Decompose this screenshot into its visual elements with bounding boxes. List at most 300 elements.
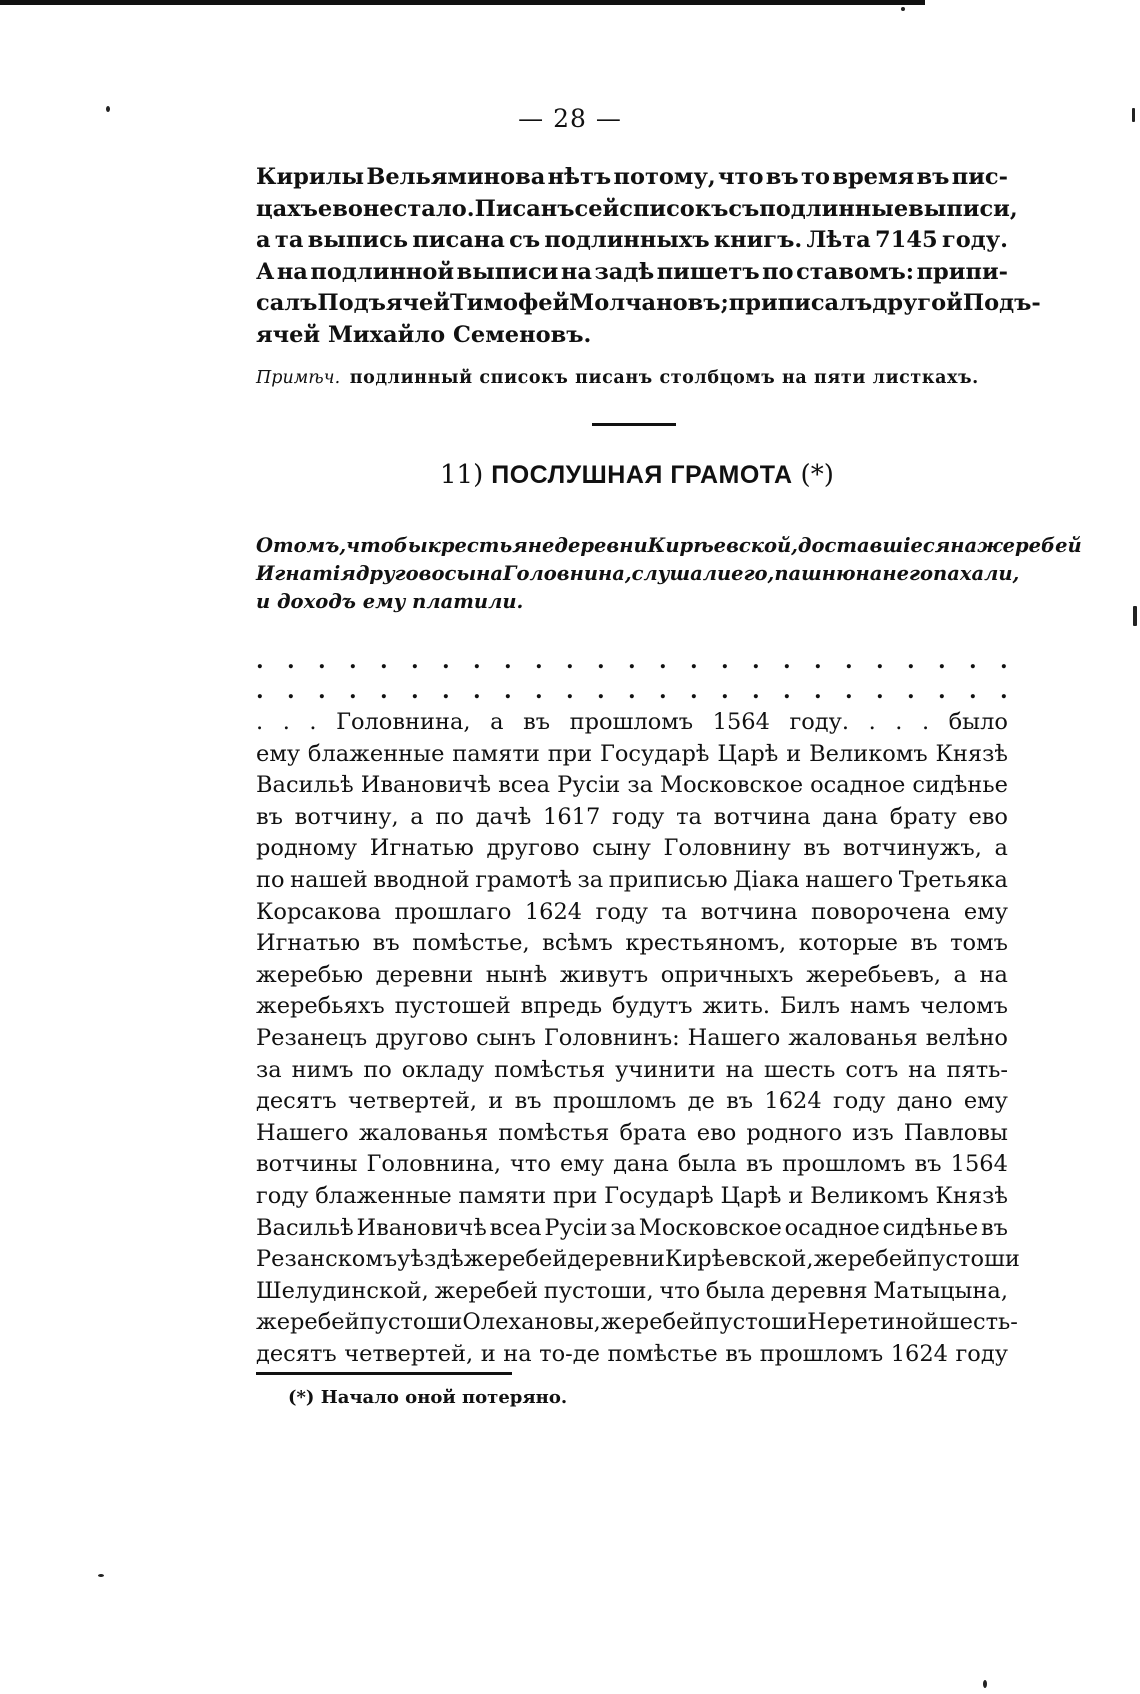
word: задѣ	[594, 258, 655, 285]
ellipsis-dot: .	[318, 648, 326, 674]
word: и	[488, 1088, 504, 1115]
word: де	[687, 1088, 715, 1115]
word: пустоши,	[543, 1277, 654, 1304]
word: О	[256, 534, 273, 557]
ellipsis-dot: .	[442, 678, 450, 704]
word: жеребьевъ,	[806, 961, 941, 988]
ellipsis-dot: .	[566, 678, 574, 704]
text-line	[256, 707, 1008, 739]
word: деревни	[554, 534, 648, 557]
word: въ	[765, 164, 799, 190]
word: Лѣта	[806, 227, 871, 253]
text-line	[256, 865, 1008, 897]
word: въ	[725, 1340, 753, 1367]
word: томъ	[950, 930, 1008, 957]
ellipsis-dot: .	[473, 678, 481, 704]
word: будутъ	[611, 993, 693, 1020]
word: всѣмъ	[542, 930, 613, 957]
ellipsis-dot: .	[721, 648, 729, 674]
word: блаженные	[307, 740, 445, 767]
word: Ивановичѣ	[356, 1214, 487, 1241]
word: подлинной	[310, 258, 455, 285]
top-border-rule	[0, 0, 925, 5]
ellipsis-dot: .	[690, 678, 698, 704]
word: выписи	[456, 258, 559, 285]
word: .	[921, 709, 930, 735]
word: Ивановичѣ	[360, 772, 492, 799]
word: .	[256, 709, 264, 735]
word: четвертей,	[348, 1088, 477, 1115]
scan-speck	[1133, 606, 1137, 626]
text-line	[256, 1023, 1008, 1055]
ellipsis-dot: .	[783, 678, 791, 704]
word: при	[552, 1182, 598, 1209]
ellipsis-dot: .	[969, 678, 977, 704]
word: на	[725, 1056, 754, 1083]
word: десятъ	[256, 1088, 337, 1115]
ellipsis-row	[256, 648, 1008, 674]
word: всеа	[489, 1214, 542, 1241]
word: Подъ-	[962, 290, 1041, 316]
word: Русіи	[544, 1214, 608, 1241]
ellipsis-dot: .	[566, 648, 574, 674]
word: то	[801, 164, 830, 190]
ellipsis-dot: .	[783, 648, 791, 674]
text-line	[256, 194, 1018, 226]
text-line	[256, 1276, 1008, 1308]
word: а	[490, 709, 504, 735]
word: уѣздѣ	[397, 1246, 464, 1273]
word: жеребей	[977, 534, 1082, 557]
word: въ	[981, 1214, 1008, 1241]
word: помѣстья	[494, 1056, 606, 1083]
word: другово	[355, 562, 445, 585]
word: Нашего	[256, 1119, 349, 1146]
ellipsis-dot: .	[690, 648, 698, 674]
word: Васильѣ	[256, 772, 354, 799]
text-line	[256, 1118, 1008, 1150]
word: списокъ	[619, 195, 729, 222]
word: впредь	[520, 993, 603, 1020]
word: Великомъ	[809, 740, 928, 767]
word: на	[855, 562, 883, 585]
word: въ	[256, 803, 283, 830]
ellipsis-dot: .	[938, 678, 946, 704]
word: по	[435, 803, 464, 830]
word: памяти	[452, 740, 540, 767]
word: осадное	[784, 1214, 880, 1241]
word: Царѣ	[717, 740, 779, 767]
text-line	[256, 532, 1082, 560]
word: томъ,	[273, 534, 347, 557]
word: ячей	[256, 321, 321, 348]
word: вотчина	[713, 803, 811, 830]
word: нѣтъ	[547, 164, 612, 190]
ellipsis-dot: .	[752, 678, 760, 704]
text-line	[256, 288, 1041, 320]
word: .	[282, 709, 290, 735]
word: вотчину,	[294, 803, 399, 830]
word: пустоши	[704, 1309, 808, 1336]
word: 1564	[950, 1151, 1008, 1178]
word: Резанецъ	[256, 1024, 368, 1051]
scan-speck	[98, 1574, 104, 1577]
word: Кирилы	[256, 164, 364, 190]
word: другово	[486, 835, 580, 862]
word: а	[410, 803, 424, 830]
ellipsis-dot: .	[659, 648, 667, 674]
word: та	[274, 227, 304, 253]
word: и	[256, 590, 271, 613]
ellipsis-dot: .	[380, 648, 388, 674]
word: въ	[372, 930, 400, 957]
word: Васильѣ	[256, 1214, 354, 1241]
ellipsis-dot: .	[411, 648, 419, 674]
word: вводной	[373, 866, 470, 893]
word: на	[503, 1340, 532, 1367]
word: въ	[916, 164, 950, 190]
word: жеребей	[600, 1309, 705, 1336]
word: а	[256, 227, 271, 253]
word: жалованья	[358, 1119, 489, 1146]
note-text: подлинный списокъ писанъ столбцомъ на пяти листкахъ.	[349, 368, 979, 388]
word: намъ	[849, 993, 911, 1020]
word: жить.	[702, 993, 771, 1020]
word: нашего	[805, 866, 894, 893]
ellipsis-dot: .	[442, 648, 450, 674]
ellipsis-dot: .	[845, 648, 853, 674]
page-number: — 28 —	[518, 104, 622, 133]
word: Игнатью	[369, 835, 474, 862]
word: Государѣ	[604, 1182, 714, 1209]
word: него	[882, 562, 934, 585]
text-line	[256, 257, 1008, 289]
word: родному	[256, 835, 358, 862]
word: году.	[941, 227, 1008, 253]
word: была	[705, 1277, 766, 1304]
ellipsis-dot: .	[287, 648, 295, 674]
word: сынъ	[476, 1024, 536, 1051]
word: пишетъ	[656, 258, 760, 285]
word: помѣстья	[498, 1119, 610, 1146]
word: и	[786, 740, 802, 767]
word: ево	[968, 803, 1008, 830]
word: прошломъ	[569, 709, 694, 735]
word: Матыцына,	[873, 1277, 1008, 1304]
word: Московское	[660, 772, 804, 799]
ellipsis-dot: .	[907, 648, 915, 674]
text-line	[256, 991, 1008, 1023]
word: при	[547, 740, 593, 767]
text-line	[256, 1244, 1020, 1276]
word: .	[895, 709, 903, 735]
ellipsis-dot: .	[380, 678, 388, 704]
word: ево	[317, 195, 363, 222]
word: крестьяномъ,	[625, 930, 787, 957]
word: пустошей	[394, 993, 511, 1020]
word: Князѣ	[935, 1182, 1008, 1209]
word: грамотѣ	[475, 866, 572, 893]
word: сыну	[592, 835, 651, 862]
text-line	[256, 833, 1008, 865]
text-line	[256, 1055, 1008, 1087]
word: жеребей	[813, 1246, 918, 1273]
word: его,	[731, 562, 775, 585]
word: пустоши	[359, 1309, 463, 1336]
text-line	[256, 802, 1008, 834]
ellipsis-dot: .	[814, 648, 822, 674]
word: Третьяка	[898, 866, 1008, 893]
word: Вельяминова	[366, 164, 546, 190]
word: году	[256, 1182, 309, 1209]
word: Головнина,	[366, 1151, 501, 1178]
word: пустоши	[917, 1246, 1020, 1273]
word: другой	[872, 290, 963, 316]
word: на	[950, 534, 978, 557]
word: что	[510, 1151, 551, 1178]
word: жеребьяхъ	[256, 993, 385, 1020]
word: выписи,	[908, 195, 1018, 222]
ellipsis-dot: .	[535, 678, 543, 704]
word: челомъ	[920, 993, 1008, 1020]
word: а	[953, 961, 967, 988]
word: въ	[914, 1151, 942, 1178]
word: а	[994, 835, 1008, 862]
word: на	[908, 1056, 937, 1083]
word: чтобы	[346, 534, 428, 557]
ellipsis-dot: .	[318, 678, 326, 704]
word: блаженные	[315, 1182, 452, 1209]
word: подлинные	[759, 195, 909, 222]
word: году	[955, 1340, 1008, 1367]
word: 1624	[764, 1088, 822, 1115]
footnote-rule	[256, 1372, 512, 1375]
word: 7145	[875, 227, 938, 253]
word: прошломъ	[759, 1340, 884, 1367]
word: въ	[726, 1088, 754, 1115]
word: 1624	[890, 1340, 948, 1367]
word: сей	[574, 195, 620, 222]
word: та	[676, 803, 702, 830]
scan-speck	[983, 1680, 987, 1688]
word: Московское	[638, 1214, 782, 1241]
word: ему	[559, 1151, 605, 1178]
ellipsis-dot: .	[411, 678, 419, 704]
word: Неретиной	[807, 1309, 939, 1336]
word: другово	[375, 1024, 469, 1051]
ellipsis-dot: .	[349, 648, 357, 674]
word: въ	[514, 1088, 542, 1115]
word: шесть-	[938, 1309, 1018, 1336]
word: съ	[509, 227, 541, 253]
word: въ	[523, 709, 551, 735]
word: Царѣ	[720, 1182, 782, 1209]
word: ему	[362, 590, 406, 613]
word: окладу	[401, 1056, 485, 1083]
word: вотчина	[700, 898, 798, 925]
ellipsis-dot: .	[721, 678, 729, 704]
word: помѣстье,	[412, 930, 530, 957]
word: жеребей	[434, 1277, 539, 1304]
text-line	[256, 225, 1008, 257]
word: сидѣнье	[882, 1214, 979, 1241]
word: Молчановъ;	[569, 290, 729, 316]
ellipsis-dot: .	[504, 648, 512, 674]
word: салъ	[256, 290, 318, 316]
word: сына	[444, 562, 504, 585]
ellipsis-row	[256, 678, 1008, 704]
word: Кирѣевской,	[647, 534, 798, 557]
heading-footnote-mark: (*)	[800, 460, 834, 490]
word: Писанъ	[474, 195, 575, 222]
word: жеребей	[256, 1309, 360, 1336]
word: Семеновъ.	[453, 321, 592, 348]
word: пахали,	[933, 562, 1020, 585]
word: Головнинъ:	[543, 1024, 680, 1051]
word: пис-	[951, 164, 1008, 190]
word: нынѣ	[485, 961, 548, 988]
word: и	[788, 1182, 804, 1209]
word: на	[560, 258, 592, 285]
ellipsis-dot: .	[473, 648, 481, 674]
word: сотъ	[845, 1056, 899, 1083]
ellipsis-dot: .	[659, 678, 667, 704]
word: жеребью	[256, 961, 364, 988]
word: по	[363, 1056, 392, 1083]
word: Великомъ	[810, 1182, 929, 1209]
word: .	[868, 709, 876, 735]
word: время	[832, 164, 915, 190]
word: та	[661, 898, 688, 925]
section-heading	[440, 460, 834, 490]
word: Билъ	[779, 993, 841, 1020]
word: деревни	[375, 961, 474, 988]
word: брату	[889, 803, 957, 830]
word: всеа	[498, 772, 551, 799]
word: году	[611, 803, 665, 830]
word: Князѣ	[935, 740, 1008, 767]
text-line	[256, 897, 1008, 929]
text-line	[256, 588, 1008, 616]
word: книгъ.	[713, 227, 803, 253]
text-line	[256, 960, 1008, 992]
ellipsis-dot: .	[597, 678, 605, 704]
text-line	[256, 162, 1008, 194]
word: нашей	[290, 866, 368, 893]
word: за	[627, 772, 654, 799]
word: изъ	[852, 1119, 894, 1146]
word: нимъ	[291, 1056, 354, 1083]
word: съ	[728, 195, 760, 222]
ellipsis-dot: .	[628, 678, 636, 704]
scan-speck	[106, 106, 110, 112]
word: десятъ	[256, 1340, 337, 1367]
word: цахъ	[256, 195, 318, 222]
word: Михайло	[327, 321, 446, 348]
word: Государѣ	[599, 740, 710, 767]
ellipsis-dot: .	[876, 648, 884, 674]
word: писана	[412, 227, 505, 253]
scan-speck	[901, 7, 905, 11]
word: которые	[798, 930, 898, 957]
word: потому,	[613, 164, 716, 190]
word: осадное	[810, 772, 906, 799]
ellipsis-dot: .	[628, 648, 636, 674]
heading-title: ПОСЛУШНАЯ ГРАМОТА	[491, 461, 793, 489]
text-line	[256, 1339, 1008, 1371]
word: Діака	[733, 866, 800, 893]
ellipsis-dot: .	[938, 648, 946, 674]
word: деревня	[770, 1277, 868, 1304]
word: не	[362, 195, 394, 222]
word: стало.	[393, 195, 475, 222]
text-line	[256, 1181, 1008, 1213]
ellipsis-dot: .	[597, 648, 605, 674]
word: Нашего	[687, 1024, 781, 1051]
word: пашню	[774, 562, 856, 585]
scan-speck	[1132, 108, 1135, 122]
word: 1617	[543, 803, 601, 830]
section-divider	[592, 423, 676, 426]
main-text	[256, 707, 1020, 1370]
text-line	[256, 770, 1008, 802]
ellipsis-dot: .	[845, 678, 853, 704]
word: 1564	[712, 709, 770, 735]
word: помѣстье	[607, 1340, 718, 1367]
word: учинити	[615, 1056, 716, 1083]
ellipsis-dot: .	[256, 678, 264, 704]
word: Головнина,	[336, 709, 471, 735]
word: дачѣ	[475, 803, 532, 830]
ellipsis-dot: .	[814, 678, 822, 704]
word: Резанскомъ	[256, 1246, 398, 1273]
word: живутъ	[559, 961, 649, 988]
word: вотчины	[256, 1151, 358, 1178]
word: на	[276, 258, 308, 285]
word: вотчинужъ,	[842, 835, 982, 862]
intro-paragraph	[256, 162, 1041, 351]
text-line	[256, 739, 1008, 771]
word: Кирѣевской,	[664, 1246, 814, 1273]
ellipsis-dot: .	[349, 678, 357, 704]
ellipsis-dot: .	[504, 678, 512, 704]
word: приписалъ	[728, 290, 873, 316]
word: Подъячей	[317, 290, 451, 316]
word: году	[595, 898, 648, 925]
word: дана	[613, 1151, 669, 1178]
word: году	[832, 1088, 886, 1115]
word: что	[659, 1277, 701, 1304]
word: была	[677, 1151, 737, 1178]
word: брата	[619, 1119, 687, 1146]
word: А	[256, 258, 275, 285]
word: Игнатія	[256, 562, 356, 585]
word: жалованья	[788, 1024, 918, 1051]
ellipsis-dot: .	[969, 648, 977, 674]
word: въ	[910, 930, 938, 957]
word: прошломъ	[782, 1151, 906, 1178]
word: то-де	[539, 1340, 600, 1367]
word: 1624	[524, 898, 583, 925]
word: шесть	[763, 1056, 836, 1083]
word: за	[610, 1214, 637, 1241]
ellipsis-dot: .	[752, 648, 760, 674]
heading-number: 11)	[440, 460, 484, 490]
word: дано	[896, 1088, 953, 1115]
word: памяти	[458, 1182, 547, 1209]
word: въ	[746, 1151, 774, 1178]
word: Игнатью	[256, 930, 361, 957]
